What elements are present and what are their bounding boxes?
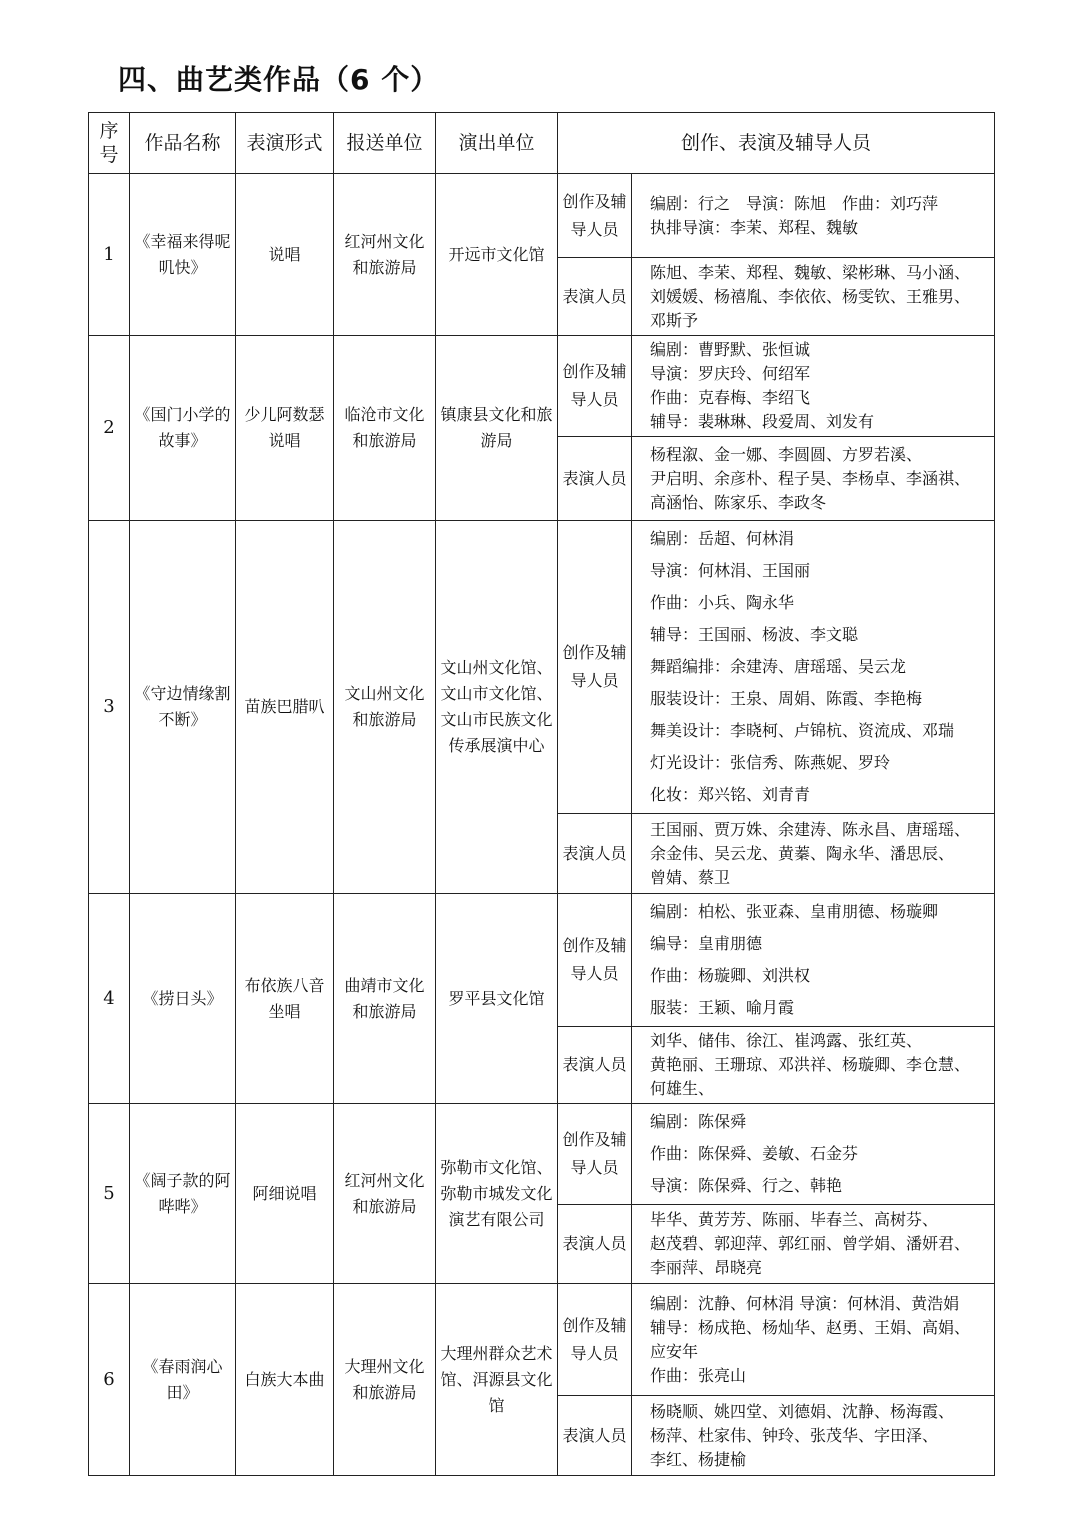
creative-staff-list bbox=[632, 336, 995, 437]
performer-line: 杨晓顺、姚四堂、刘德娟、沈静、杨海霞、 bbox=[650, 1401, 955, 1421]
creative-staff-list bbox=[632, 894, 995, 1027]
performer-line: 杨萍、杜家伟、钟玲、张茂华、字田泽、 bbox=[650, 1425, 939, 1445]
creative-staff-line: 编剧：行之 导演：陈旭 作曲：刘巧萍 bbox=[650, 193, 939, 213]
performing-unit: 开远市文化馆 bbox=[436, 174, 558, 336]
table-row bbox=[89, 894, 995, 1027]
performers-list bbox=[632, 1205, 995, 1284]
performer-line: 李丽萍、昂晓亮 bbox=[650, 1258, 763, 1277]
creative-staff-line: 应安年 bbox=[650, 1341, 699, 1361]
performer-line: 黄艳丽、王珊琼、邓洪祥、杨璇卿、李仓慧、 bbox=[650, 1055, 971, 1074]
table-row bbox=[89, 174, 995, 258]
row-number: 2 bbox=[89, 336, 130, 521]
creative-staff-line: 辅导：杨成艳、杨灿华、赵勇、王娟、高娟、 bbox=[650, 1317, 971, 1337]
row-number: 6 bbox=[89, 1284, 130, 1476]
performers-label: 表演人员 bbox=[558, 1027, 632, 1104]
creative-staff-line: 执排导演：李茉、郑程、魏敏 bbox=[650, 217, 859, 237]
performance-form: 苗族巴腊叭 bbox=[236, 521, 334, 894]
performing-unit: 弥勒市文化馆、弥勒市城发文化演艺有限公司 bbox=[436, 1104, 558, 1284]
performer-line: 王国丽、贾万姝、余建涛、陈永昌、唐瑶瑶、 bbox=[650, 819, 971, 839]
creative-staff-line: 舞蹈编排：余建涛、唐瑶瑶、吴云龙 bbox=[650, 657, 907, 676]
performer-line: 赵茂碧、郭迎萍、郭红丽、曾学娟、潘妍君、 bbox=[650, 1234, 971, 1253]
creative-staff-label: 创作及辅导人员 bbox=[558, 1284, 632, 1396]
performance-form: 白族大本曲 bbox=[236, 1284, 334, 1476]
performers-label: 表演人员 bbox=[558, 1396, 632, 1476]
performer-line: 刘媛媛、杨禧胤、李依依、杨雯钦、王雅男、 bbox=[650, 286, 971, 306]
creative-staff-line: 编剧：岳超、何林涓 bbox=[650, 529, 795, 548]
creative-staff-line: 作曲：杨璇卿、刘洪权 bbox=[650, 966, 811, 985]
performers-list bbox=[632, 1396, 995, 1476]
submitting-unit: 大理州文化和旅游局 bbox=[334, 1284, 436, 1476]
performers-label: 表演人员 bbox=[558, 814, 632, 894]
work-name: 《春雨润心田》 bbox=[130, 1284, 236, 1476]
creative-staff-line: 编导：皇甫朋德 bbox=[650, 934, 763, 953]
creative-staff-list bbox=[632, 521, 995, 814]
creative-staff-line: 编剧：陈保舜 bbox=[650, 1112, 747, 1131]
performing-unit: 大理州群众艺术馆、洱源县文化馆 bbox=[436, 1284, 558, 1476]
performers-list bbox=[632, 814, 995, 894]
header-name: 作品名称 bbox=[130, 113, 236, 174]
creative-staff-line: 作曲：克春梅、李绍飞 bbox=[650, 388, 811, 407]
performer-line: 刘华、储伟、徐江、崔鸿露、张红英、 bbox=[650, 1031, 923, 1050]
creative-staff-list bbox=[632, 1104, 995, 1205]
performer-line: 曾婧、蔡卫 bbox=[650, 867, 731, 887]
creative-staff-line: 辅导：王国丽、杨波、李文聪 bbox=[650, 625, 859, 644]
creative-staff-line: 辅导：裴琳琳、段爱周、刘发有 bbox=[650, 412, 875, 431]
performers-list bbox=[632, 1027, 995, 1104]
creative-staff-line: 导演：何林涓、王国丽 bbox=[650, 561, 811, 580]
performers-label: 表演人员 bbox=[558, 1205, 632, 1284]
table-row bbox=[89, 1104, 995, 1205]
performance-form: 少儿阿数瑟说唱 bbox=[236, 336, 334, 521]
submitting-unit: 曲靖市文化和旅游局 bbox=[334, 894, 436, 1104]
performer-line: 陈旭、李茉、郑程、魏敏、梁彬琳、马小涵、 bbox=[650, 262, 971, 282]
creative-staff-line: 服装设计：王泉、周娟、陈霞、李艳梅 bbox=[650, 689, 923, 708]
work-name: 《守边情缘割不断》 bbox=[130, 521, 236, 894]
creative-staff-list bbox=[632, 174, 995, 258]
creative-staff-label: 创作及辅导人员 bbox=[558, 894, 632, 1027]
performers-label: 表演人员 bbox=[558, 258, 632, 336]
performance-form: 说唱 bbox=[236, 174, 334, 336]
row-number: 3 bbox=[89, 521, 130, 894]
creative-staff-line: 灯光设计：张信秀、陈燕妮、罗玲 bbox=[650, 753, 891, 772]
performers-list bbox=[632, 258, 995, 336]
header-row bbox=[89, 113, 995, 174]
header-staff: 创作、表演及辅导人员 bbox=[558, 113, 995, 174]
row-number: 5 bbox=[89, 1104, 130, 1284]
works-table bbox=[88, 112, 995, 1476]
creative-staff-line: 编剧：曹野默、张恒诚 bbox=[650, 340, 811, 359]
submitting-unit: 文山州文化和旅游局 bbox=[334, 521, 436, 894]
table-row bbox=[89, 336, 995, 437]
creative-staff-label: 创作及辅导人员 bbox=[558, 174, 632, 258]
performer-line: 尹启明、余彦朴、程子昊、李杨卓、李涵祺、 bbox=[650, 468, 971, 488]
creative-staff-line: 作曲：小兵、陶永华 bbox=[650, 593, 795, 612]
work-name: 《阔子款的阿哔哔》 bbox=[130, 1104, 236, 1284]
performer-line: 高涵怡、陈家乐、李政冬 bbox=[650, 492, 827, 512]
table-row bbox=[89, 1284, 995, 1396]
work-name: 《捞日头》 bbox=[130, 894, 236, 1104]
row-number: 1 bbox=[89, 174, 130, 336]
table-row bbox=[89, 521, 995, 814]
creative-staff-list bbox=[632, 1284, 995, 1396]
creative-staff-line: 编剧：柏松、张亚森、皇甫朋德、杨璇卿 bbox=[650, 902, 939, 921]
performer-line: 李红、杨捷榆 bbox=[650, 1449, 747, 1469]
creative-staff-line: 导演：罗庆玲、何绍军 bbox=[650, 364, 811, 383]
creative-staff-line: 编剧：沈静、何林涓 导演：何林涓、黄浩娟 bbox=[650, 1293, 960, 1313]
creative-staff-label: 创作及辅导人员 bbox=[558, 336, 632, 437]
submitting-unit: 红河州文化和旅游局 bbox=[334, 174, 436, 336]
header-submit: 报送单位 bbox=[334, 113, 436, 174]
performer-line: 杨程溆、金一娜、李圆圆、方罗若溪、 bbox=[650, 444, 923, 464]
performer-line: 邓斯予 bbox=[650, 310, 699, 330]
row-number: 4 bbox=[89, 894, 130, 1104]
performer-line: 余金伟、吴云龙、黄蓁、陶永华、潘思辰、 bbox=[650, 843, 955, 863]
performing-unit: 文山州文化馆、文山市文化馆、文山市民族文化传承展演中心 bbox=[436, 521, 558, 894]
header-perform: 演出单位 bbox=[436, 113, 558, 174]
header-no: 序号 bbox=[89, 113, 130, 174]
creative-staff-line: 化妆：郑兴铭、刘青青 bbox=[650, 785, 811, 804]
header-form: 表演形式 bbox=[236, 113, 334, 174]
performance-form: 布依族八音坐唱 bbox=[236, 894, 334, 1104]
creative-staff-label: 创作及辅导人员 bbox=[558, 521, 632, 814]
performers-label: 表演人员 bbox=[558, 437, 632, 521]
performing-unit: 罗平县文化馆 bbox=[436, 894, 558, 1104]
performer-line: 何雄生、 bbox=[650, 1079, 715, 1098]
submitting-unit: 红河州文化和旅游局 bbox=[334, 1104, 436, 1284]
submitting-unit: 临沧市文化和旅游局 bbox=[334, 336, 436, 521]
page-title: 四、曲艺类作品（6 个） bbox=[118, 63, 440, 96]
performers-list bbox=[632, 437, 995, 521]
performer-line: 毕华、黄芳芳、陈丽、毕春兰、高树芬、 bbox=[650, 1210, 939, 1229]
work-name: 《国门小学的故事》 bbox=[130, 336, 236, 521]
creative-staff-line: 舞美设计：李晓柯、卢锦杭、资流成、邓瑞 bbox=[650, 721, 955, 740]
work-name: 《幸福来得呢叽快》 bbox=[130, 174, 236, 336]
creative-staff-line: 作曲：陈保舜、姜敏、石金芬 bbox=[650, 1144, 859, 1163]
performing-unit: 镇康县文化和旅游局 bbox=[436, 336, 558, 521]
creative-staff-line: 服装：王颖、喻月霞 bbox=[650, 998, 795, 1017]
performance-form: 阿细说唱 bbox=[236, 1104, 334, 1284]
creative-staff-label: 创作及辅导人员 bbox=[558, 1104, 632, 1205]
creative-staff-line: 作曲：张亮山 bbox=[650, 1365, 747, 1385]
creative-staff-line: 导演：陈保舜、行之、韩艳 bbox=[650, 1176, 843, 1195]
